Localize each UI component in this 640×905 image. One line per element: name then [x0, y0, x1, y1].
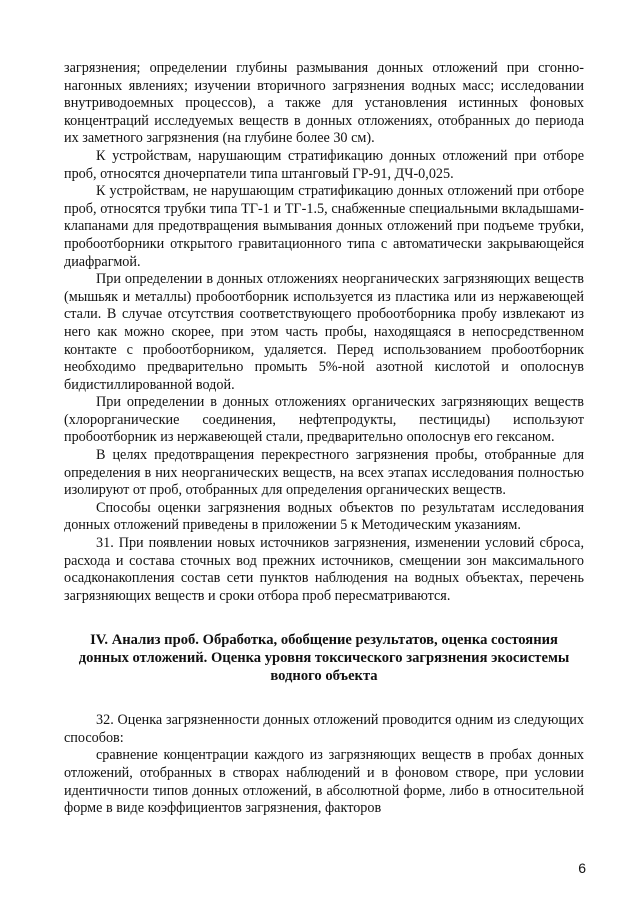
paragraph-cross-contamination: В целях предотвращения перекрестного загрязнения пробы, отобранные для определения в них неорганических веществ, на всех этапах исследования полностью изолируют от проб, отобранных для определения органических веществ.: [64, 447, 584, 499]
paragraph-disturbing-devices: К устройствам, нарушающим стратификацию донных отложений при отборе проб, относятся дночерпатели типа штанговый ГР-91, ДЧ-0,025.: [64, 147, 584, 182]
section-heading: [64, 632, 584, 685]
paragraph-organic-sampling: При определении в донных отложениях органических загрязняющих веществ (хлорорганические соединения, нефтепродукты, пестициды) используют пробоотборник из нержавеющей стали, предварительно ополоснув его гексаном.: [64, 394, 584, 446]
paragraph-item-32: 32. Оценка загрязненности донных отложений проводится одним из следующих способов:: [64, 712, 584, 746]
paragraph-continuation: загрязнения; определении глубины размывания донных отложений при сгонно-нагонных явлениях; изучении вторичного загрязнения водных масс; исследовании внутриводоемных процессов), а также для установления истинных фоновых концентраций исследуемых веществ в донных отложениях, отобранных до периода их заметного загрязнения (на глубине более 30 см).: [64, 60, 584, 147]
paragraph-inorganic-sampling: При определении в донных отложениях неорганических загрязняющих веществ (мышьяк и металлы) пробоотборник используется из пластика или из нержавеющей стали. В случае отсутствия соответствующего пробоотборника пробу извлекают из него как можно скорее, при этом часть пробы, находящаяся в непосредственном контакте с пробоотборником, удаляется. Перед использованием пробоотборник необходимо предварительно промыть 5%-ной азотной кислотой и ополоснув бидистиллированной водой.: [64, 271, 584, 393]
paragraph-assessment-methods: Способы оценки загрязнения водных объектов по результатам исследования донных отложений приведены в приложении 5 к Методическим указаниям.: [64, 499, 584, 534]
paragraph-item-31: 31. При появлении новых источников загрязнения, изменении условий сброса, расхода и состава сточных вод прежних источников, смещении зон максимального осадконакопления состав сети пунктов наблюдения на водных объектах, перечень загрязняющих веществ и сроки отбора проб пересматриваются.: [64, 535, 584, 604]
paragraph-comparison-method: сравнение концентрации каждого из загрязняющих веществ в пробах донных отложений, отобранных в створах наблюдений и в фоновом створе, при условии идентичности типов донных отложений, в абсолютной форме, либо в относительной форме в виде коэффициентов загрязнения, факторов: [64, 747, 584, 817]
section-heading-line-2: донных отложений. Оценка уровня токсического загрязнения экосистемы: [78, 650, 570, 666]
section-heading-line-3: водного объекта: [270, 667, 378, 684]
paragraph-non-disturbing-devices: К устройствам, не нарушающим стратификацию донных отложений при отборе проб, относятся трубки типа ТГ-1 и ТГ-1.5, снабженные специальными вкладышами-клапанами для предотвращения вымывания донных отложений при подъеме трубки, пробоотборники открытого гравитационного типа с автоматически закрывающейся диафрагмой.: [64, 183, 584, 270]
document-page: [64, 60, 584, 818]
page-number: 6: [578, 860, 586, 876]
section-heading-line-1: IV. Анализ проб. Обработка, обобщение результатов, оценка состояния: [90, 632, 558, 649]
